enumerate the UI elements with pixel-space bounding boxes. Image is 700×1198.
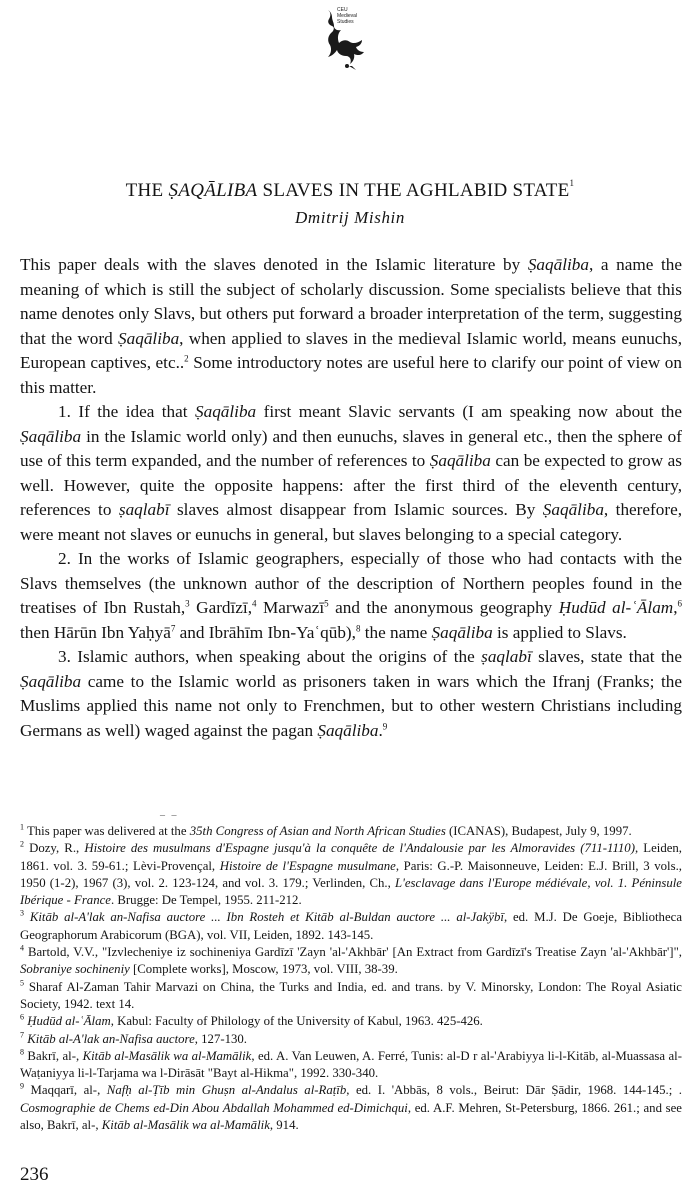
footnote-ref[interactable]: 8 xyxy=(355,622,361,633)
logo-caption: CEU Medieval Studies xyxy=(337,7,358,25)
footnote: $^9$ Maqqarī, al-, Nafḥ al-Ṭīb min Ghuṣn al-Andalus al-Raṭīb, ed. I. 'Abbās, 8 vols., Beirut: Dār Ṣādir, 1968. 144-145.; . Cosmographie de Chems ed-Din Abou Abdallah Mohammed ed-Dimichqui, ed. A.F. Mehren, St-Petersburg, 1866. 261.; and see also, Bakrī, al-, Kitāb al-Masālik wa al-Mamālik, 914. xyxy=(20,1082,682,1133)
footnote-ref[interactable]: 2 xyxy=(184,353,189,364)
title-part: SLAVES IN THE AGHLABID STATE xyxy=(257,180,570,201)
paragraph: 2. In the works of Islamic geographers, especially of those who had contacts with the Slavs themselves (the unknown author of the description of Northern peoples found in the treatises of Ibn Rustah,$^3$ Gardīzī,$^4$ Marwazī$^5$ and the anonymous geography Ḥudūd al-ʿĀlam,$^6$ then Hārūn Ibn Yaḥyā$^7$ and Ibrāhīm Ibn-Yaʿqūb),$^8$ the name Ṣaqāliba is applied to Slavs. xyxy=(20,549,682,642)
article-title xyxy=(0,180,700,202)
footnote: $^1$ This paper was delivered at the 35th Congress of Asian and North African Studies (ICANAS), Budapest, July 9, 1997. xyxy=(20,822,632,838)
footnote-ref[interactable]: 6 xyxy=(677,598,682,609)
footnote-ref[interactable]: 9 xyxy=(382,720,388,731)
paragraph: 1. If the idea that Ṣaqāliba first meant Slavic servants (I am speaking now about the Ṣaqāliba in the Islamic world only) and then eunuchs, slaves in general etc., then the sphere of use of this term expanded, and the number of references to Ṣaqāliba can be expected to grow as well. However, quite the opposite happens: after the first third of the eleventh century, references to ṣaqlabī slaves almost disappear from Islamic sources. By Ṣaqāliba, therefore, were meant not slaves or eunuchs in general, but slaves belonging to a special category. xyxy=(20,402,682,544)
title-italic: ṢAQĀLIBA xyxy=(168,180,258,201)
body-text xyxy=(20,253,682,743)
footnote-ref[interactable]: 5 xyxy=(324,598,329,609)
footnote: $^8$ Bakrī, al-, Kitāb al-Masālik wa al-Mamālik, ed. A. Van Leuwen, A. Ferré, Tunis: al-D r al-'Arabiyya li-l-Kitāb, al-Muassasa al-Waṭaniyya li-l-Tarjama wa l-Dirāsāt "Bayt al-Hikma", 1992. 330-340. xyxy=(20,1047,682,1081)
footnote-separator: _ _ xyxy=(160,806,179,817)
paragraph: 3. Islamic authors, when speaking about the origins of the ṣaqlabī slaves, state that the Ṣaqāliba came to the Islamic world as prisoners taken in wars which the Ifranj (Franks; the Muslims applied this name not only to Frenchmen, but to other western Christians including Germans as well) waged against the pagan Ṣaqāliba.$^9$ xyxy=(20,647,682,740)
footnote-ref[interactable]: 4 xyxy=(252,598,257,609)
footnote-ref[interactable]: 1 xyxy=(569,178,575,188)
page-number: 236 xyxy=(20,1164,49,1185)
footnote-ref[interactable]: 3 xyxy=(185,598,190,609)
footnote: $^7$ Kitāb al-A'lak an-Nafisa auctore, 127-130. xyxy=(20,1030,247,1046)
author: Dmitrij Mishin xyxy=(295,208,405,227)
footnote: $^5$ Sharaf Al-Zaman Tahir Marvazi on China, the Turks and India, ed. and trans. by V. Minorsky, London: The Royal Asiatic Society, 1942. text 14. xyxy=(20,978,682,1011)
title-part: THE xyxy=(125,180,169,201)
footnote-ref[interactable]: 7 xyxy=(170,622,176,633)
paragraph: This paper deals with the slaves denoted in the Islamic literature by Ṣaqāliba, a name the meaning of which is still the subject of scholarly discussion. Some specialists believe that this name denotes only Slavs, but others put forward a broader interpretation of the term, suggesting that the word Ṣaqāliba, when applied to slaves in the medieval Islamic world, means eunuchs, European captives, etc..$^2$ Some introductory notes are useful here to clarify our point of view on this matter. xyxy=(20,255,682,397)
footnote: $^6$ Ḥudūd al-ʿĀlam, Kabul: Faculty of Philology of the University of Kabul, 1963. 425-426. xyxy=(20,1013,483,1029)
footnote: $^3$ Kitāb al-A'lak an-Nafisa auctore ... Ibn Rosteh et Kitāb al-Buldan auctore ... al-Jakÿbī, ed. M.J. De Goeje, Bibliotheca Geographorum Arabicorum (BGA), vol. VII, Leiden, 1892. 143-145. xyxy=(20,909,682,942)
footnotes xyxy=(20,823,682,1134)
footnote: $^2$ Dozy, R., Histoire des musulmans d'Espagne jusqu'à la conquête de l'Andalousie par les Almoravides (711-1110), Leiden, 1861. vol. 3. 59-61.; Lèvi-Provençal, Histoire de l'Espagne musulmane, Paris: G.-P. Maisonneuve, Leiden: E.J. Brill, 3 vols., 1950 (1-2), 1967 (3), vol. 2. 123-124, and vol. 3. 179.; Verlinden, Ch., L'esclavage dans l'Europe médiévale, vol. 1. Péninsule Ibérique - France. Brugge: De Tempel, 1955. 211-212. xyxy=(20,840,682,908)
footnote: $^4$ Bartold, V.V., "Izvlecheniye iz sochineniya Gardīzī 'Zayn 'al-'Akhbār' [An Extract from Gardīzī's Treatise Zayn 'al-'Akhbār']", Sobraniye sochineniy [Complete works], Moscow, 1973, vol. VIII, 38-39. xyxy=(20,943,682,977)
